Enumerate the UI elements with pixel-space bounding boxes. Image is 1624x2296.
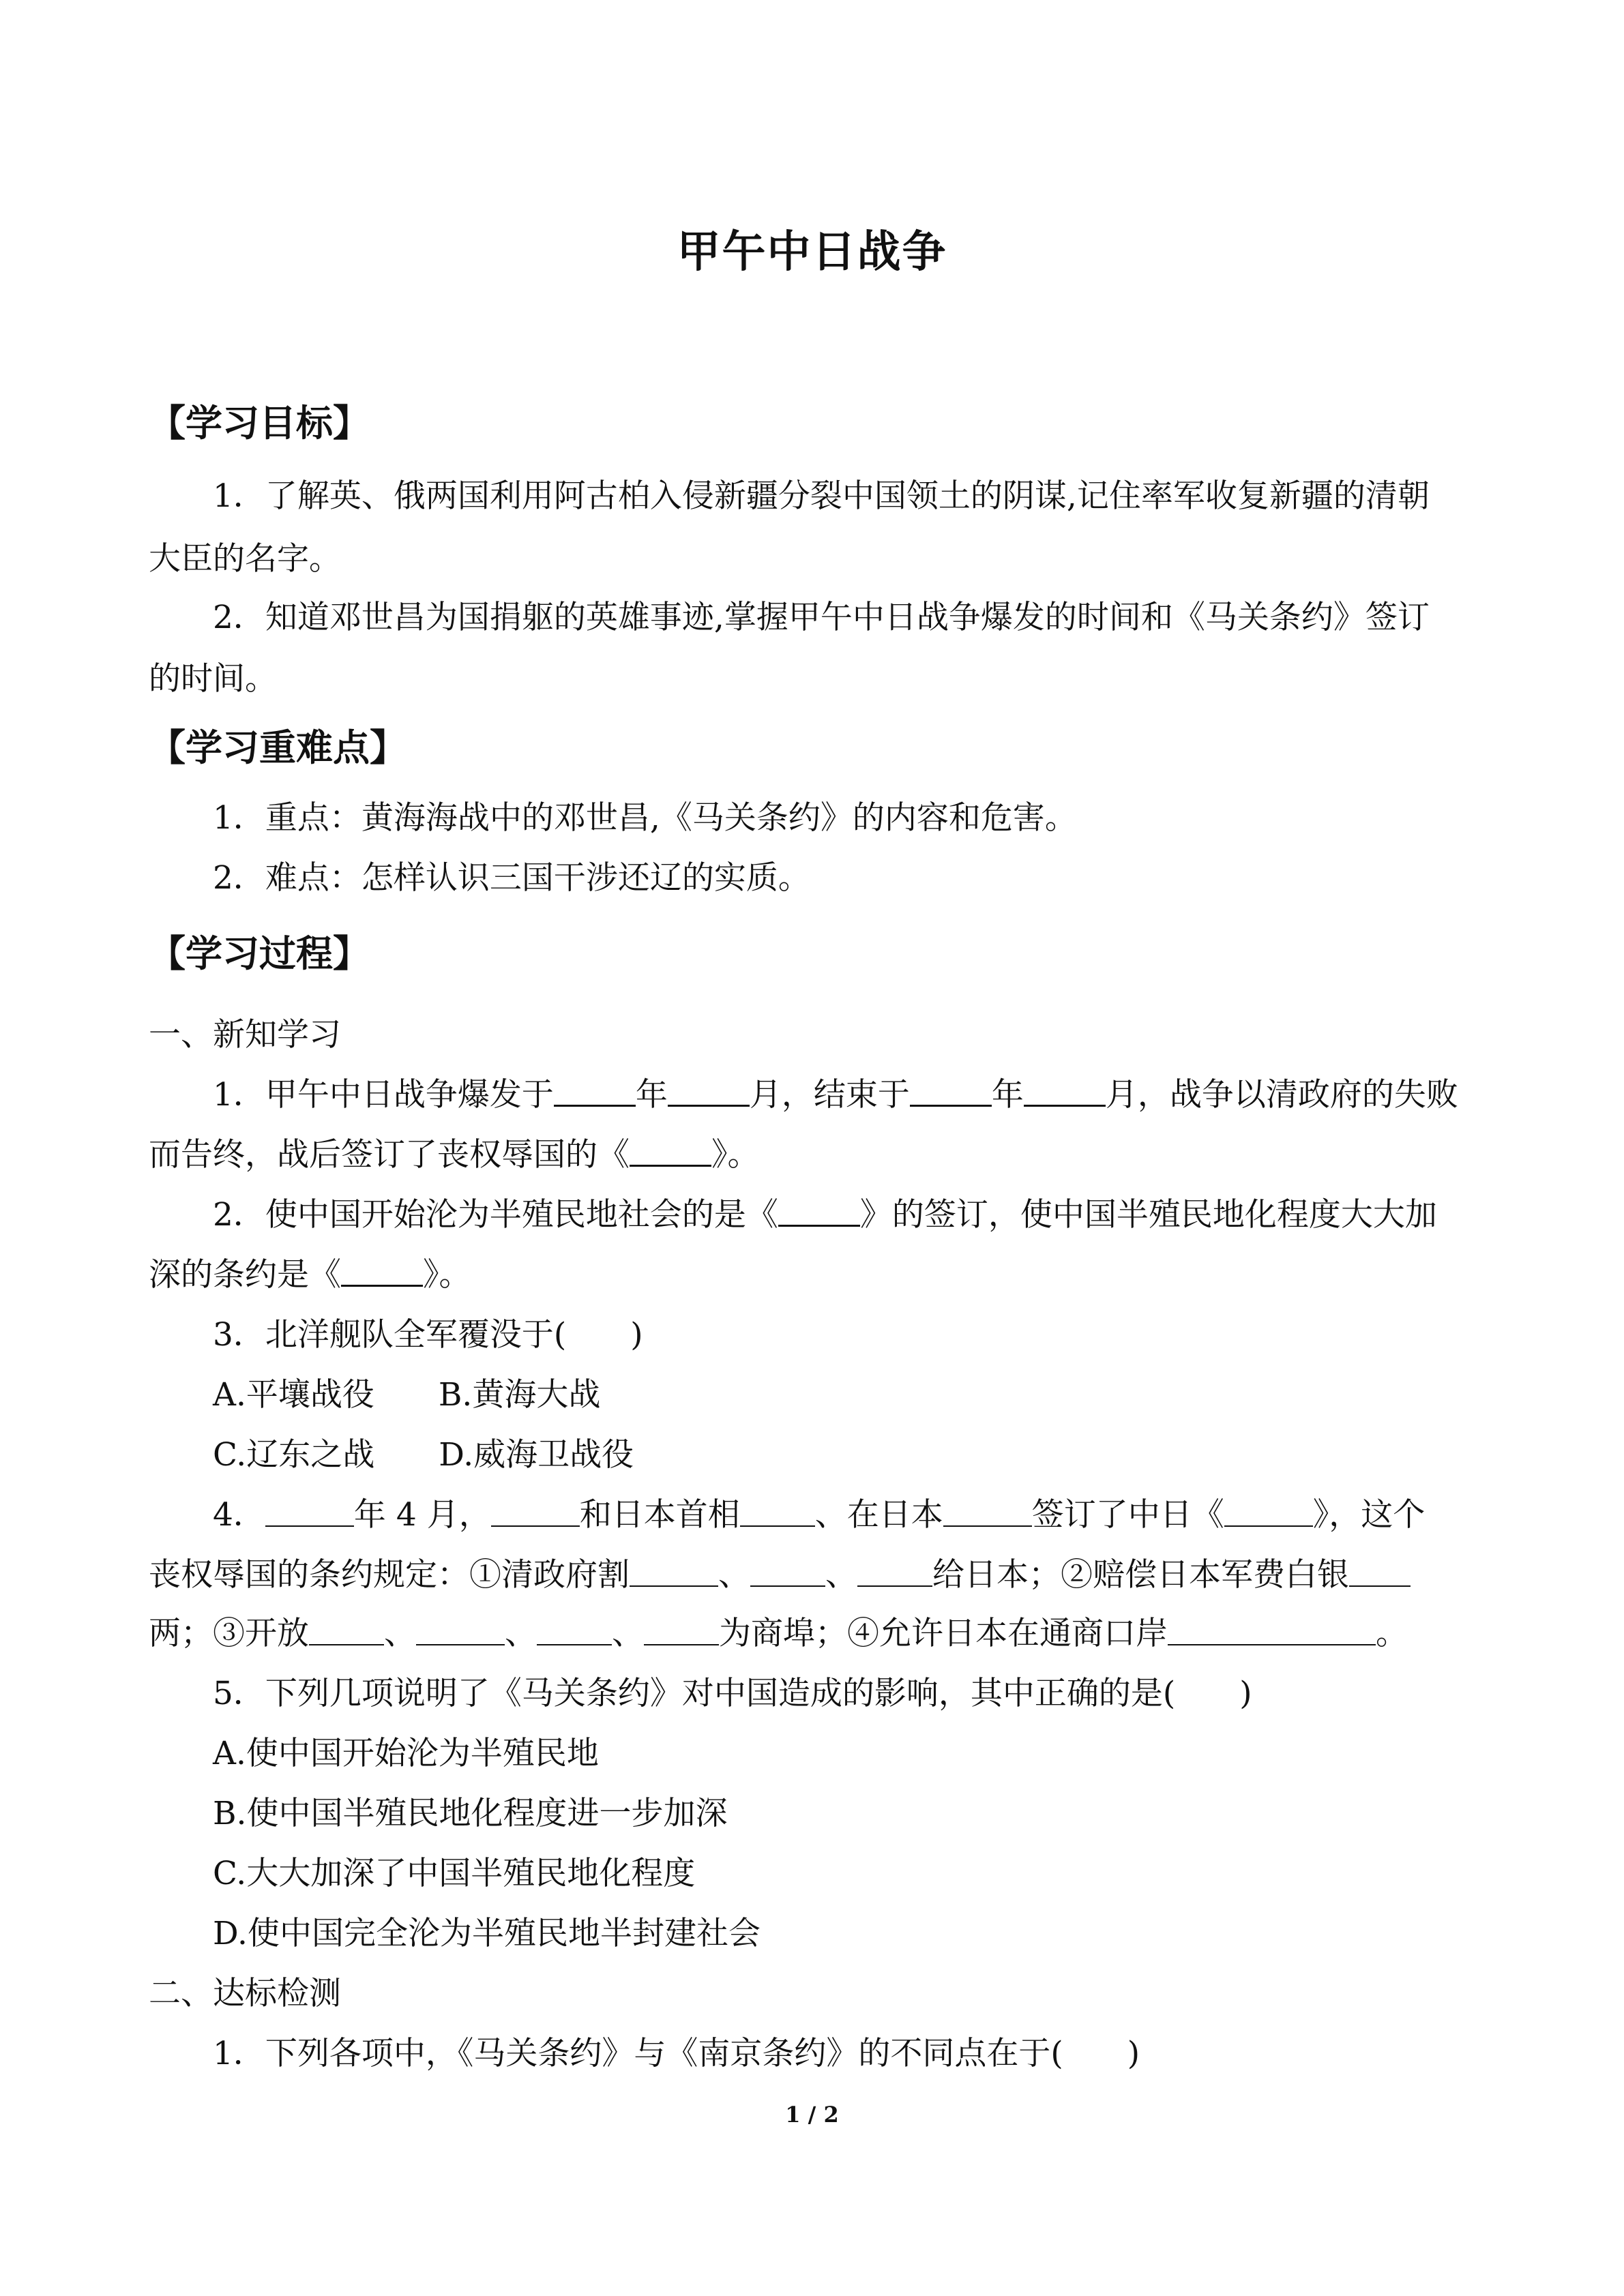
question-4-line-2 bbox=[149, 1555, 1411, 1596]
q1-blank-start-month[interactable] bbox=[668, 1075, 750, 1107]
question-2-line-1 bbox=[213, 1195, 1437, 1236]
q4-text-d: 、在日本 bbox=[814, 1496, 943, 1534]
page-title: 甲午中日战争 bbox=[677, 226, 947, 278]
q1-blank-end-month[interactable] bbox=[1024, 1075, 1106, 1107]
goal-2-line-1: 2．知道邓世昌为国捐躯的英雄事迹,掌握甲午中日战争爆发的时间和《马关条约》签订 bbox=[213, 599, 1430, 636]
q4-blank-permission[interactable] bbox=[1168, 1614, 1376, 1645]
part-2-heading: 二、达标检测 bbox=[149, 1975, 341, 2012]
part-1-heading: 一、新知学习 bbox=[149, 1016, 341, 1054]
q4-text-k: 两；③开放 bbox=[149, 1615, 309, 1652]
q1-text-e: 月，战争以清政府的失败 bbox=[1105, 1076, 1458, 1114]
q4-blank-port-4[interactable] bbox=[644, 1614, 719, 1645]
goal-1-line-2: 大臣的名字。 bbox=[149, 540, 341, 578]
q2-text-b: 》的签订，使中国半殖民地化程度大大加 bbox=[859, 1196, 1437, 1234]
q4-text-b: 年 4 月， bbox=[353, 1496, 491, 1534]
question-3-stem: 3．北洋舰队全军覆没于( ) bbox=[213, 1316, 643, 1354]
q2-blank-first-treaty[interactable] bbox=[778, 1195, 860, 1227]
question-5-option-b: B.使中国半殖民地化程度进一步加深 bbox=[213, 1795, 728, 1832]
q4-text-i: 、 bbox=[825, 1556, 857, 1594]
q4-blank-port-3[interactable] bbox=[537, 1614, 612, 1645]
q4-blank-cede-1[interactable] bbox=[630, 1555, 718, 1587]
question-5-option-a: A.使中国开始沦为半殖民地 bbox=[213, 1735, 599, 1772]
question-2-line-2 bbox=[149, 1255, 471, 1296]
q4-blank-port-1[interactable] bbox=[309, 1614, 384, 1645]
process-heading: 【学习过程】 bbox=[149, 931, 370, 975]
key-point-1: 1．重点：黄海海战中的邓世昌,《马关条约》的内容和危害。 bbox=[213, 799, 1077, 837]
question-5-option-c: C.大大加深了中国半殖民地化程度 bbox=[213, 1855, 696, 1892]
q4-text-n: 、 bbox=[612, 1615, 644, 1652]
goals-heading: 【学习目标】 bbox=[149, 401, 370, 445]
q4-blank-port-2[interactable] bbox=[416, 1614, 505, 1645]
q1-text-g: 》。 bbox=[711, 1136, 760, 1174]
q4-text-a: 4． bbox=[213, 1496, 265, 1534]
q4-text-c: 和日本首相 bbox=[579, 1496, 740, 1534]
q4-text-p: 。 bbox=[1376, 1615, 1408, 1652]
q2-text-c: 深的条约是《 bbox=[149, 1256, 341, 1294]
q4-blank-place[interactable] bbox=[943, 1495, 1032, 1527]
q4-text-o: 为商埠；④允许日本在通商口岸 bbox=[719, 1615, 1168, 1652]
test-question-1-stem: 1．下列各项中，《马关条约》与《南京条约》的不同点在于( ) bbox=[213, 2035, 1140, 2072]
q2-text-a: 2．使中国开始沦为半殖民地社会的是《 bbox=[213, 1196, 778, 1234]
q4-text-l: 、 bbox=[384, 1615, 416, 1652]
question-1-line-2 bbox=[149, 1135, 760, 1176]
q4-blank-premier[interactable] bbox=[740, 1495, 815, 1527]
q4-text-e: 签订了中日《 bbox=[1031, 1496, 1224, 1534]
goal-1-line-1: 1．了解英、俄两国利用阿古柏入侵新疆分裂中国领土的阴谋,记住率军收复新疆的清朝 bbox=[213, 477, 1430, 515]
q4-blank-treaty[interactable] bbox=[1224, 1495, 1313, 1527]
q2-text-d: 》。 bbox=[423, 1256, 471, 1294]
q4-text-g: 丧权辱国的条约规定：①清政府割 bbox=[149, 1556, 630, 1594]
q4-blank-indemnity[interactable] bbox=[1349, 1555, 1411, 1587]
q1-text-d: 年 bbox=[991, 1076, 1024, 1114]
q1-blank-treaty[interactable] bbox=[630, 1135, 711, 1167]
q4-blank-year[interactable] bbox=[265, 1495, 354, 1527]
q1-text-a: 1．甲午中日战争爆发于 bbox=[213, 1076, 554, 1114]
key-heading: 【学习重难点】 bbox=[149, 726, 407, 769]
question-3-options-ab: A.平壤战役 B.黄海大战 bbox=[213, 1376, 601, 1414]
q1-text-f: 而告终，战后签订了丧权辱国的《 bbox=[149, 1136, 630, 1174]
question-3-options-cd: C.辽东之战 D.威海卫战役 bbox=[213, 1436, 634, 1474]
q4-text-h: 、 bbox=[718, 1556, 750, 1594]
question-4-line-3 bbox=[149, 1613, 1408, 1654]
q1-blank-start-year[interactable] bbox=[554, 1075, 636, 1107]
q2-blank-second-treaty[interactable] bbox=[341, 1255, 423, 1287]
q4-text-j: 给日本；②赔偿日本军费白银 bbox=[932, 1556, 1349, 1594]
page-number: 1 / 2 bbox=[785, 2102, 839, 2128]
q1-text-b: 年 bbox=[635, 1076, 668, 1114]
q4-text-m: 、 bbox=[505, 1615, 537, 1652]
question-5-option-d: D.使中国完全沦为半殖民地半封建社会 bbox=[213, 1915, 761, 1952]
question-5-stem: 5．下列几项说明了《马关条约》对中国造成的影响，其中正确的是( ) bbox=[213, 1675, 1252, 1712]
q4-text-f: 》，这个 bbox=[1312, 1496, 1426, 1534]
key-point-2: 2．难点：怎样认识三国干涉还辽的实质。 bbox=[213, 859, 810, 897]
q4-blank-signer[interactable] bbox=[491, 1495, 580, 1527]
q4-blank-cede-3[interactable] bbox=[857, 1555, 932, 1587]
q1-blank-end-year[interactable] bbox=[910, 1075, 992, 1107]
question-4-line-1 bbox=[213, 1495, 1425, 1536]
q4-blank-cede-2[interactable] bbox=[750, 1555, 825, 1587]
goal-2-line-2: 的时间。 bbox=[149, 660, 277, 698]
question-1-line-1 bbox=[213, 1075, 1458, 1116]
q1-text-c: 月，结束于 bbox=[749, 1076, 910, 1114]
